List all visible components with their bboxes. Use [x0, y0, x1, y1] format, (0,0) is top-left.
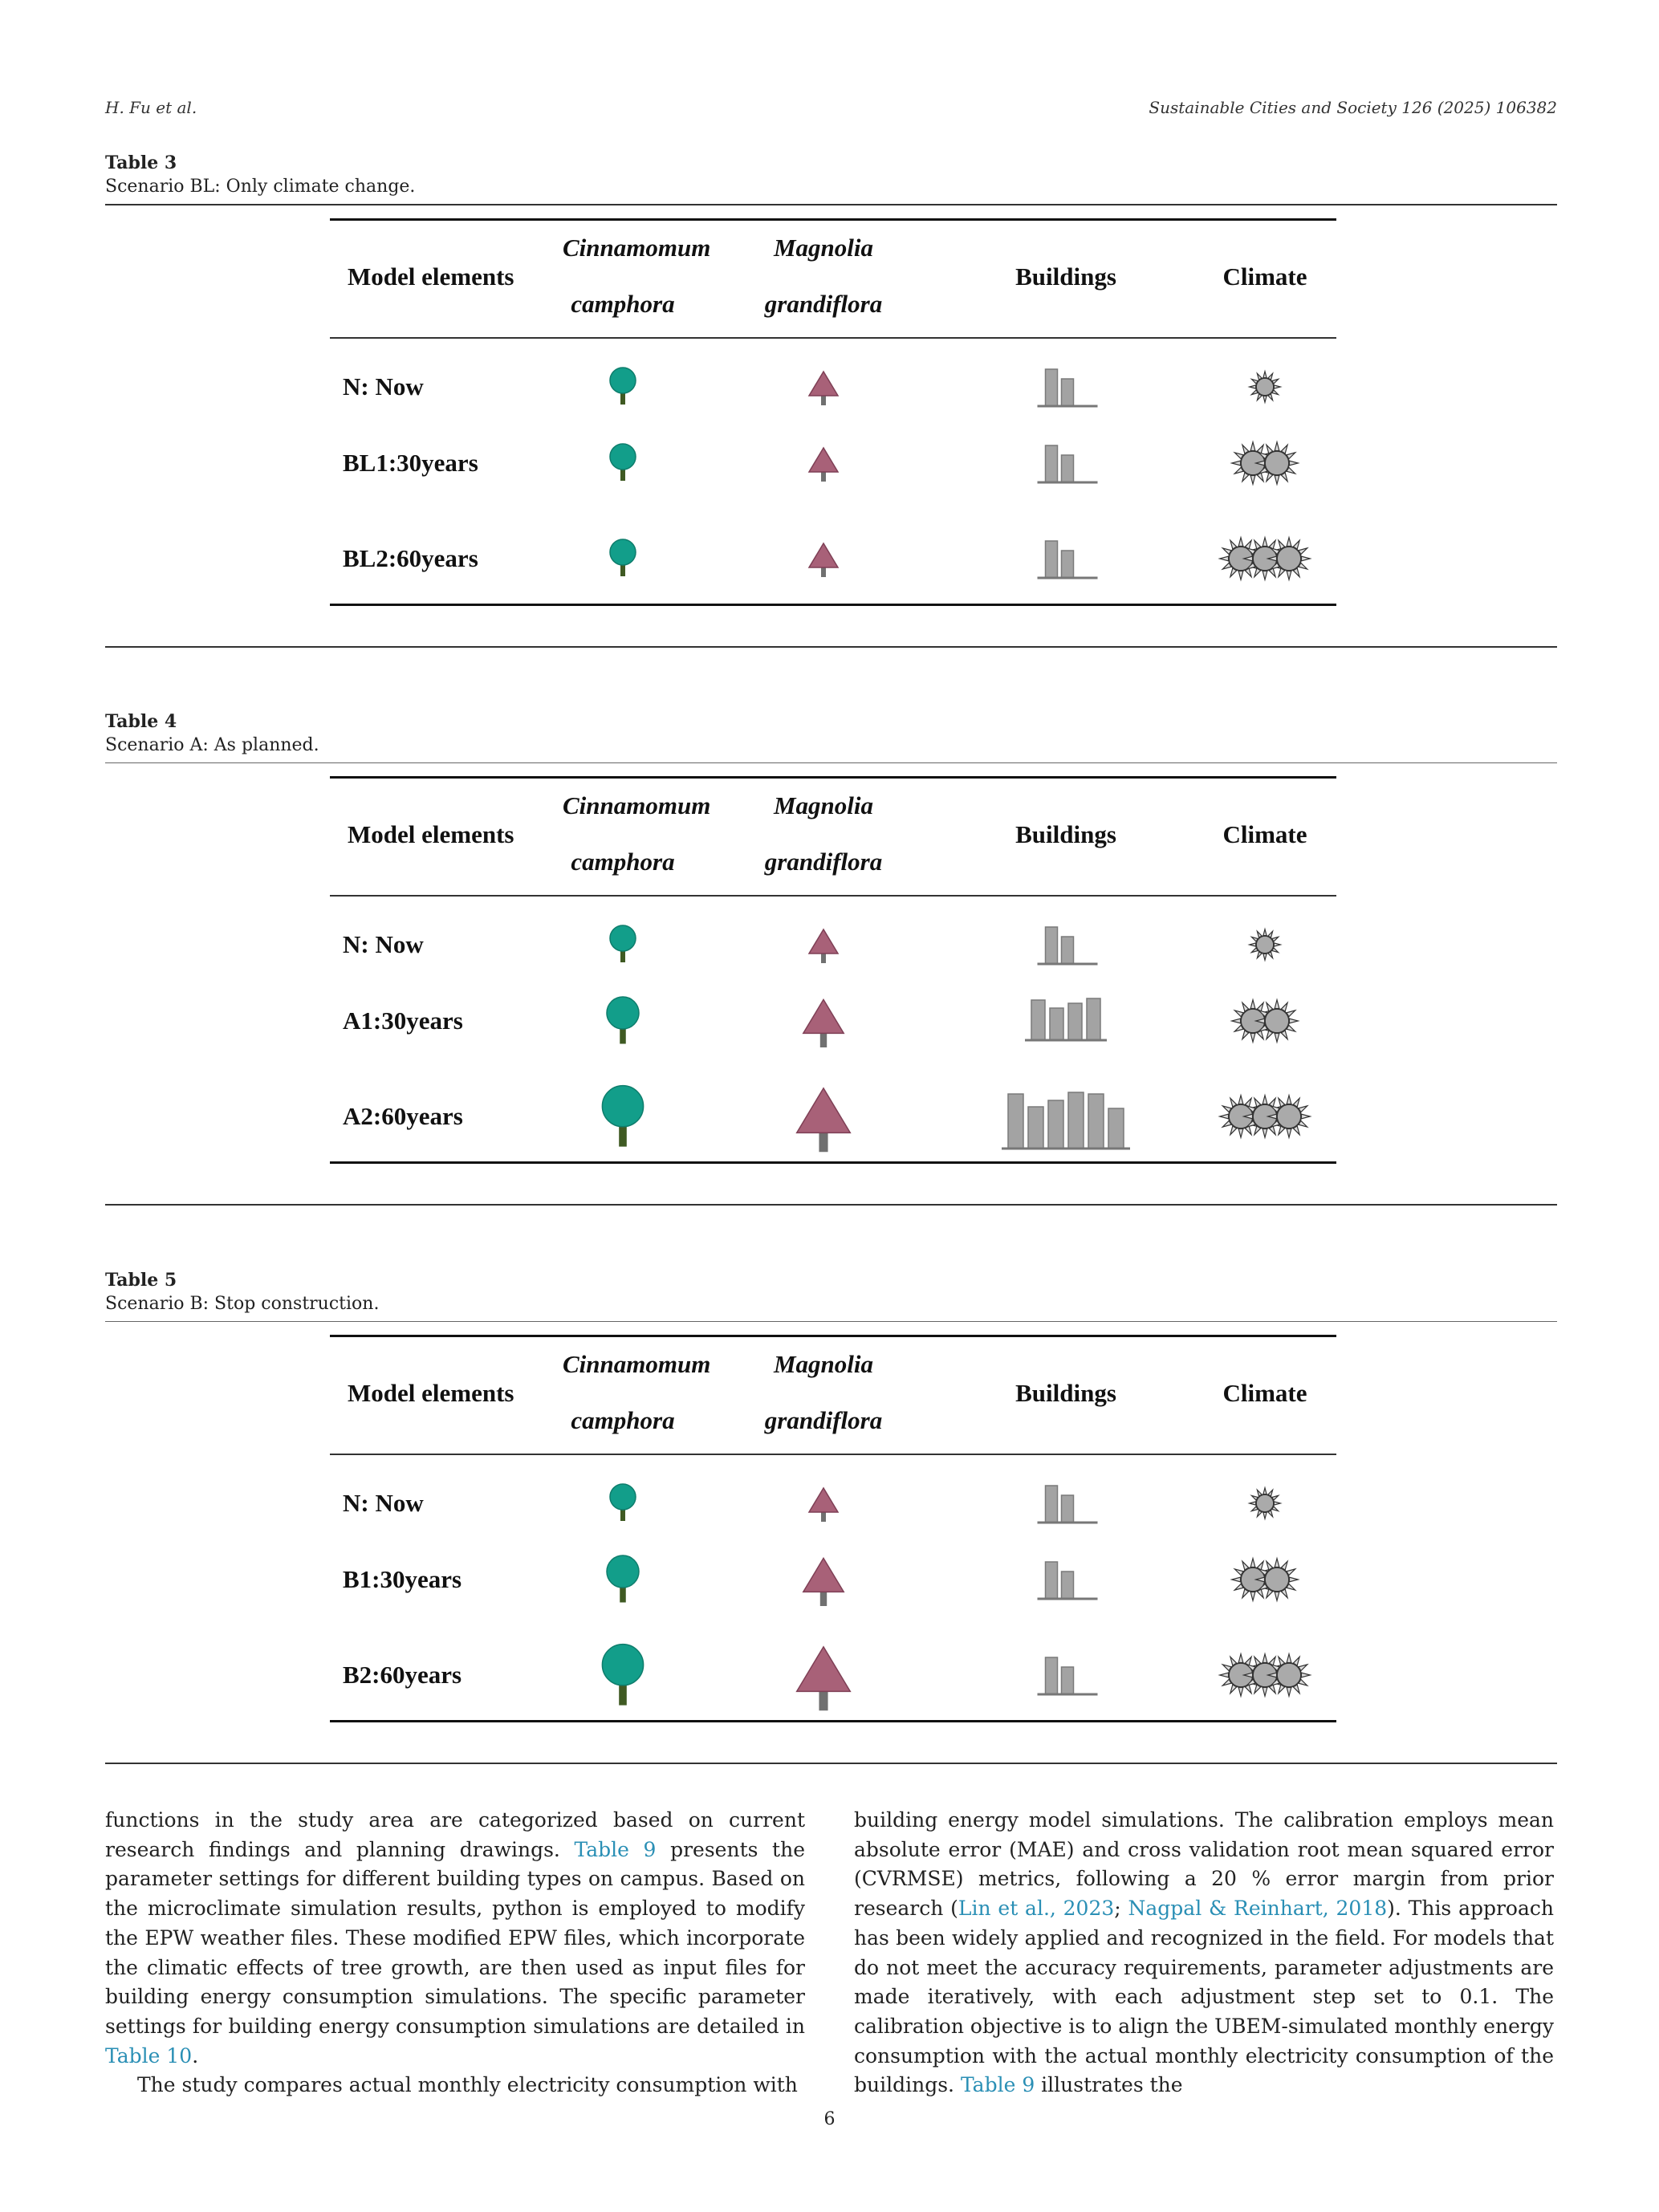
camphora-cell — [563, 1539, 683, 1620]
buildings-icon — [994, 1076, 1138, 1157]
magnolia-tree-icon — [783, 1539, 864, 1620]
buildings-cell — [988, 347, 1144, 427]
camphora-cell — [563, 1635, 683, 1715]
buildings-icon — [994, 1463, 1138, 1543]
paragraph — [854, 1806, 1554, 2100]
climate-sun-icon — [1197, 518, 1333, 599]
table-figure — [330, 218, 1336, 606]
magnolia-cell — [763, 981, 884, 1061]
table-figure — [330, 776, 1336, 1164]
table-body — [330, 897, 1336, 1161]
camphora-cell — [563, 1463, 683, 1543]
camphora-tree-icon — [591, 981, 655, 1061]
table-row — [330, 988, 1336, 1054]
header-model-elements: Model elements — [348, 820, 514, 848]
row-label: B2:60years — [343, 1661, 462, 1689]
table-bottom-rule — [105, 1763, 1557, 1764]
magnolia-tree-icon — [783, 981, 864, 1061]
text-run: presents the parameter settings for different building types on campus. Based on the microclimate simulation results, python is employed to modify the EPW weather files. These modified EPW files, which incorporate the climatic effects of tree growth, are then used as input files for building energy consumption simulations. The specific parameter settings for building energy consumption simulations are detailed in — [105, 1837, 806, 2038]
header-camphora: camphora — [571, 1406, 675, 1434]
table-row — [330, 430, 1336, 496]
buildings-cell — [988, 905, 1144, 985]
table-header-row — [330, 779, 1336, 895]
header-cinnamomum: Cinnamomum — [563, 234, 711, 262]
magnolia-cell — [763, 1539, 884, 1620]
buildings-icon — [994, 518, 1138, 599]
table-row — [330, 518, 1336, 599]
climate-sun-icon — [1197, 347, 1333, 427]
climate-sun-icon — [1197, 1635, 1333, 1715]
header-buildings: Buildings — [1015, 1379, 1116, 1407]
table-figure — [330, 1335, 1336, 1722]
header-climate: Climate — [1222, 820, 1307, 848]
table-row — [330, 1474, 1336, 1532]
row-label: BL1:30years — [343, 449, 478, 477]
climate-cell — [1197, 1463, 1333, 1543]
buildings-icon — [994, 1539, 1138, 1620]
camphora-cell — [563, 981, 683, 1061]
header-magnolia: Magnolia — [773, 791, 874, 819]
citation-link[interactable]: Lin et al., 2023 — [958, 1897, 1115, 1921]
buildings-icon — [994, 1635, 1138, 1715]
magnolia-cell — [763, 905, 884, 985]
header-grandiflora: grandiflora — [764, 848, 883, 876]
climate-cell — [1197, 1635, 1333, 1715]
figure-bottom-rule — [330, 1720, 1336, 1722]
magnolia-cell — [763, 518, 884, 599]
running-head-authors: H. Fu et al. — [105, 98, 197, 117]
paragraph — [105, 2071, 805, 2100]
header-camphora: camphora — [571, 848, 675, 876]
header-climate: Climate — [1222, 262, 1307, 291]
header-buildings: Buildings — [1015, 820, 1116, 848]
buildings-cell — [988, 1076, 1144, 1157]
header-buildings: Buildings — [1015, 262, 1116, 291]
table-block — [105, 710, 1557, 1206]
buildings-icon — [994, 981, 1138, 1061]
text-run: ). This approach has been widely applied and recognized in the field. For models that do not meet the accuracy requirements, parameter adjustments are made iteratively, with each adjustment step set to 0.1. The calibration objective is to align the UBEM-simulated monthly energy consumption with the actual monthly electricity consumption of the buildings. — [854, 1897, 1554, 2097]
buildings-icon — [994, 423, 1138, 503]
row-label: N: Now — [343, 930, 424, 958]
table-top-rule — [105, 1321, 1557, 1322]
magnolia-cell — [763, 423, 884, 503]
running-head-journal: Sustainable Cities and Society 126 (2025) 106382 — [1149, 98, 1557, 117]
header-grandiflora: grandiflora — [764, 290, 883, 318]
climate-sun-icon — [1197, 905, 1333, 985]
paragraph — [105, 1806, 805, 2071]
table-caption: Scenario A: As planned. — [105, 735, 319, 755]
buildings-cell — [988, 423, 1144, 503]
table-body — [330, 1455, 1336, 1720]
row-label: A1:30years — [343, 1006, 463, 1035]
table-body — [330, 339, 1336, 604]
citation-link[interactable]: Nagpal & Reinhart, 2018 — [1128, 1897, 1388, 1921]
header-cinnamomum: Cinnamomum — [563, 1350, 711, 1378]
table-block — [105, 1268, 1557, 1764]
magnolia-tree-icon — [783, 1463, 864, 1543]
table-row — [330, 916, 1336, 974]
header-model-elements: Model elements — [348, 1379, 514, 1407]
climate-cell — [1197, 981, 1333, 1061]
header-camphora: camphora — [571, 290, 675, 318]
camphora-tree-icon — [591, 1635, 655, 1715]
camphora-cell — [563, 1076, 683, 1157]
climate-cell — [1197, 1076, 1333, 1157]
row-label: N: Now — [343, 1489, 424, 1517]
page-number: 6 — [823, 2109, 836, 2129]
camphora-tree-icon — [591, 1463, 655, 1543]
camphora-cell — [563, 423, 683, 503]
climate-cell — [1197, 347, 1333, 427]
climate-sun-icon — [1197, 423, 1333, 503]
climate-sun-icon — [1197, 1076, 1333, 1157]
header-magnolia: Magnolia — [773, 234, 874, 262]
camphora-tree-icon — [591, 518, 655, 599]
table-header-row — [330, 1337, 1336, 1454]
text-run: illustrates the — [1035, 2073, 1183, 2097]
buildings-icon — [994, 905, 1138, 985]
climate-cell — [1197, 423, 1333, 503]
magnolia-tree-icon — [783, 1635, 864, 1715]
table-row — [330, 1076, 1336, 1157]
figure-bottom-rule — [330, 604, 1336, 606]
table-bottom-rule — [105, 1204, 1557, 1206]
table-row — [330, 1635, 1336, 1715]
buildings-icon — [994, 347, 1138, 427]
citation-link[interactable]: Table 10 — [105, 2043, 193, 2068]
body-column-right — [854, 1806, 1554, 2100]
row-label: N: Now — [343, 372, 424, 401]
table-number: Table 4 — [105, 711, 177, 732]
magnolia-cell — [763, 1076, 884, 1157]
buildings-cell — [988, 1539, 1144, 1620]
body-column-left — [105, 1806, 805, 2100]
citation-link[interactable]: Table 9 — [960, 2073, 1035, 2097]
header-climate: Climate — [1222, 1379, 1307, 1407]
buildings-cell — [988, 1635, 1144, 1715]
table-caption: Scenario BL: Only climate change. — [105, 177, 416, 197]
magnolia-cell — [763, 1635, 884, 1715]
table-top-rule — [105, 204, 1557, 205]
citation-link[interactable]: Table 9 — [574, 1837, 657, 1861]
header-model-elements: Model elements — [348, 262, 514, 291]
text-run: ; — [1114, 1897, 1128, 1921]
magnolia-cell — [763, 347, 884, 427]
table-number: Table 5 — [105, 1270, 177, 1291]
climate-cell — [1197, 518, 1333, 599]
text-run: The study compares actual monthly electricity consumption with — [137, 2073, 798, 2097]
magnolia-tree-icon — [783, 905, 864, 985]
camphora-tree-icon — [591, 1539, 655, 1620]
table-row — [330, 1547, 1336, 1612]
table-top-rule — [105, 762, 1557, 763]
climate-sun-icon — [1197, 981, 1333, 1061]
table-block — [105, 151, 1557, 648]
climate-sun-icon — [1197, 1463, 1333, 1543]
table-bottom-rule — [105, 646, 1557, 648]
table-number: Table 3 — [105, 152, 177, 173]
header-magnolia: Magnolia — [773, 1350, 874, 1378]
climate-cell — [1197, 905, 1333, 985]
magnolia-tree-icon — [783, 347, 864, 427]
climate-sun-icon — [1197, 1539, 1333, 1620]
row-label: A2:60years — [343, 1102, 463, 1130]
header-grandiflora: grandiflora — [764, 1406, 883, 1434]
row-label: BL2:60years — [343, 544, 478, 572]
table-header-row — [330, 221, 1336, 337]
magnolia-tree-icon — [783, 423, 864, 503]
table-caption: Scenario B: Stop construction. — [105, 1294, 380, 1314]
camphora-cell — [563, 518, 683, 599]
camphora-tree-icon — [591, 423, 655, 503]
magnolia-cell — [763, 1463, 884, 1543]
climate-cell — [1197, 1539, 1333, 1620]
magnolia-tree-icon — [783, 518, 864, 599]
header-cinnamomum: Cinnamomum — [563, 791, 711, 819]
figure-bottom-rule — [330, 1161, 1336, 1164]
row-label: B1:30years — [343, 1565, 462, 1593]
camphora-tree-icon — [591, 347, 655, 427]
magnolia-tree-icon — [783, 1076, 864, 1157]
text-run: building energy model simulations. The calibration employs mean absolute error (MAE) and cross validation root mean squared error (CVRMSE) metrics, following a 20 % error margin from prior research ( — [854, 1808, 1554, 1921]
camphora-cell — [563, 347, 683, 427]
text-run: . — [192, 2043, 199, 2068]
buildings-cell — [988, 981, 1144, 1061]
text-run: functions in the study area are categorized based on current research findings and planning drawings. — [105, 1808, 805, 1861]
camphora-tree-icon — [591, 905, 655, 985]
camphora-cell — [563, 905, 683, 985]
camphora-tree-icon — [591, 1076, 655, 1157]
buildings-cell — [988, 518, 1144, 599]
buildings-cell — [988, 1463, 1144, 1543]
table-row — [330, 358, 1336, 416]
